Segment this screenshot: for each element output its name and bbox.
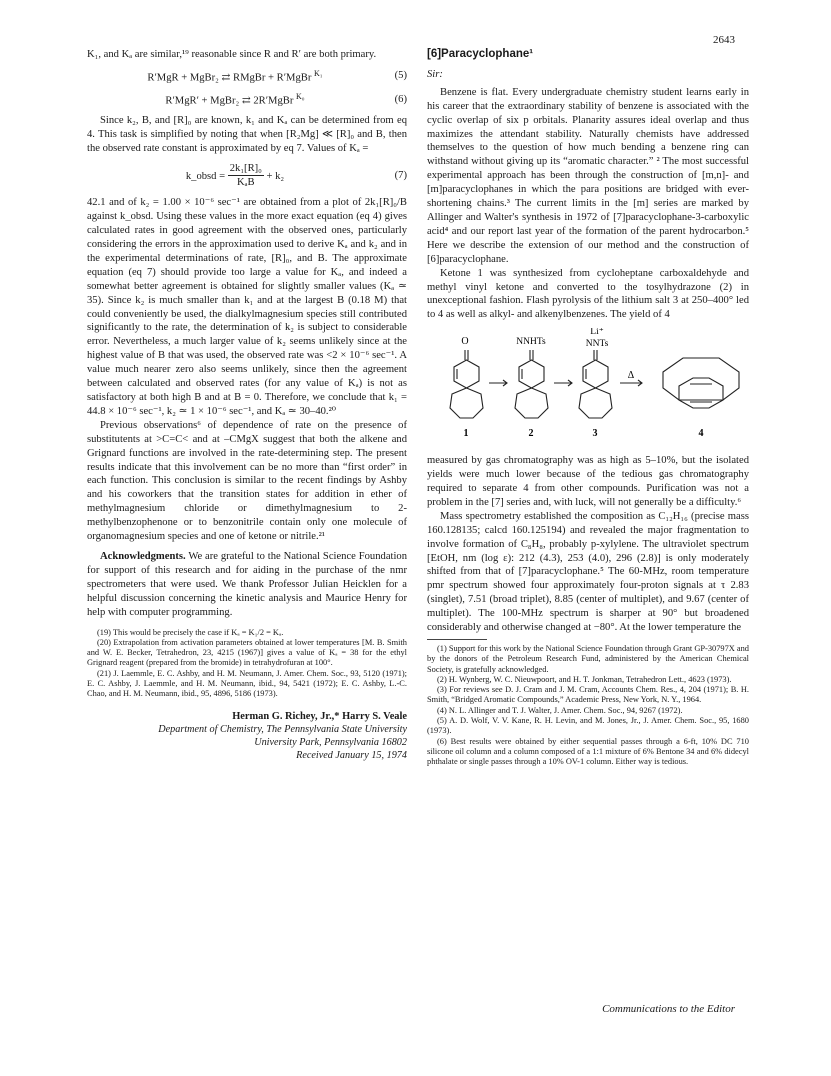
scheme-label-nnhts: NNHTs <box>516 337 546 348</box>
affiliation-line-2: University Park, Pennsylvania 16802 <box>254 737 407 749</box>
reaction-scheme <box>427 328 749 448</box>
footnote-5: (5) A. D. Wolf, V. V. Kane, R. H. Levin, and M. Jones, Jr., J. Amer. Chem. Soc., 95, 1680 (1973). <box>427 716 749 736</box>
equation-7-rhs: + k₂ <box>266 170 285 182</box>
left-paragraph-3: 42.1 and of k₂ = 1.00 × 10⁻⁶ sec⁻¹ are obtained from a plot of 2k₁[R]₀/B against k_obsd. Using these values in the more exact equation (eq 4) gives calculated rates in good agreement with the observed ones, particularly considering the errors in the approximation used to derive Kₐ and k₂ and in the experimental determinations of rate, [R]₀, and B. The approximate equation (eq 7) should provide too large a value for Kₐ, and indeed a somewhat better agreement is obtained for slightly smaller values (Kₐ ≃ 35). Since k₂ is much smaller than k₁ and at the largest B (0.18 M) that could conveniently be used, the dialkylmagnesium species still contributed significantly to the rate, the determination of k₂ is subject to considerable error. Nevertheless, a much larger value of k₂ seems unlikely since at the highest value of B that was used, the observed rate was <2 × 10⁻⁶ sec⁻¹. A value much nearer zero also seems unlikely, since then the agreement between calculated and observed rates (for any value of Kₐ) is not as satisfactory at both high B and at B = 0. Therefore, we conclude that k₁ = 44.8 × 10⁻⁶ sec⁻¹, k₂ ≃ 1 × 10⁻⁶ sec⁻¹, and Kₐ ≃ 30–40.²⁰ <box>87 197 407 417</box>
scheme-label-nnts: NNTs <box>585 339 609 350</box>
equation-7-denominator: KₐB <box>236 177 255 189</box>
journal-section-footer: Communications to the Editor <box>602 1003 735 1015</box>
equation-6-body: R′MgR′ + MgBr₂ ⇄ 2R′MgBr <box>165 95 294 107</box>
equation-5 <box>87 67 407 85</box>
footnote-21: (21) J. Laemmle, E. C. Ashby, and H. M. Neumann, J. Amer. Chem. Soc., 93, 5120 (1971); E. C. Ashby, J. Laemmle, and H. M. Neumann, ibid., 94, 5421 (1972); E. C. Ashby, L.-C. Chao, and H. M. Neumann, ibid., 95, 4896, 5186 (1973). <box>87 668 407 699</box>
scheme-label-heat: Δ <box>627 370 635 382</box>
left-footnotes <box>87 628 407 700</box>
acknowledgments-heading: Acknowledgments. <box>100 550 186 562</box>
compound-3-structure <box>579 350 612 418</box>
left-paragraph-4: Previous observations⁶ of dependence of rate on the presence of substitutents at >C=C< and at –CMgX suggest that both the alkene and Grignard functions are involved in the rate-determining step. The present results indicate that this involvement can be no more than “first order” in each function. This conclusion is similar to the recent findings by Ashby and his coworkers that the transition states for addition in ether of methylmagnesium chloride or dimethylmagnesium to 2-methylbenzophenone or to benzonitrile contain only one molecule of organomagnesium species and one of ketone or nitrile.²¹ <box>87 419 407 543</box>
right-column <box>427 48 749 768</box>
page-number: 2643 <box>713 34 735 46</box>
compound-number-1: 1 <box>463 428 469 440</box>
equation-5-body: R′MgR + MgBr₂ ⇄ RMgBr + R′MgBr <box>147 72 312 84</box>
equation-5-constant: K₁ <box>314 68 323 78</box>
equation-5-number: (5) <box>394 70 407 82</box>
compound-1-structure <box>450 350 483 418</box>
footnote-20: (20) Extrapolation from activation parameters obtained at lower temperatures [M. B. Smith and W. E. Becker, Tetrahedron, 23, 4215 (1967)] gives a value of Kₐ = 38 for the ethyl Grignard reagent (prepared from the bromide) in tetrahydrofuran at 100°. <box>87 637 407 668</box>
right-paragraph-1: Benzene is flat. Every undergraduate chemistry student learns early in his career that the extraordinary stability of benzene is associated with the cyclic overlap of six p orbitals. Planarity assures ideal overlap and thus maximizes the attendant stability. Naturally chemists have addressed themselves to the question of how much bending a benzene ring can withstand without giving up its “aromatic character.” ² The most successful experimental approach has been through the construction of [m,n]- and [m]paracyclophanes in which the para positions are bridged with ever-shortening chains.³ The current limits in the [m] series are marked by Allinger and Walter's synthesis in 1972 of [7]paracyclophane-3-carboxylic acid⁴ and our report last year of the formation of the parent hydrocarbon.⁵ Here we describe the extension of our method and the construction of [6]paracyclophane. <box>427 86 749 265</box>
scheme-label-lithium: Li⁺ <box>590 328 604 338</box>
equation-7 <box>87 162 407 191</box>
right-paragraph-4: Mass spectrometry established the composition as C₁₂H₁₆ (precise mass 160.128135; calcd 160.125194) and revealed the major fragmentation to involve formation of C₈H₈, probably p-xylylene. The ultraviolet spectrum [EtOH, nm (log ε): 212 (4.3), 253 (4.0), 296 (2.8)] is only moderately shifted from that of [7]paracyclophane.⁵ The 60-MHz, room temperature pmr spectrum showed four approximately four-proton signals at τ 2.83 (singlet), 7.51 (broad triplet), 8.85 (center of multiplet), and 9.67 (center of multiplet). The 100-MHz spectrum is sharper at 90° but broadened considerably and otherwise changed at −80°. At the lower temperature the <box>427 510 749 634</box>
equation-6-number: (6) <box>394 93 407 105</box>
acknowledgments-body: We are grateful to the National Science Foundation for support of this research and for aiding in the purchase of the nmr spectrometers that were used. We thank Professor Julian Heicklen for a helpful discussion concerning the kinetic analysis and Maurice Henry for help with computer programming. <box>87 550 407 618</box>
compound-2-structure <box>515 350 548 418</box>
right-paragraph-3: measured by gas chromatography was as high as 5–10%, but the isolated yields were much lower because of the tedious gas chromatography required to separate 4 from other compounds. Purification was not a problem in the [7] series and, with luck, will not generally be a difficulty.⁶ <box>427 455 749 508</box>
footnote-6: (6) Best results were obtained by either sequential passes through a 6-ft, 10% DC 710 silicone oil column and a column composed of a 1:1 mixture of 6% Bentone 34 and 6% didecyl phthalate or single passes through a 10% OV-1 column. Either way is tedious. <box>427 736 749 767</box>
footnote-1: (1) Support for this work by the National Science Foundation through Grant GP-30797X and by the donors of the Petroleum Research Fund, administered by the American Chemical Society, is gratefully acknowledged. <box>427 644 749 674</box>
compound-number-2: 2 <box>528 428 534 440</box>
article-title: [6]Paracyclophane¹ <box>427 48 534 60</box>
right-footnotes <box>427 644 749 768</box>
equation-7-lhs: k_obsd = <box>185 170 226 182</box>
compound-number-4: 4 <box>698 428 704 440</box>
equation-7-fraction <box>228 162 264 191</box>
footnote-2: (2) H. Wynberg, W. C. Nieuwpoort, and H. T. Jonkman, Tetrahedron Lett., 4623 (1973). <box>437 674 732 684</box>
footnote-3: (3) For reviews see D. J. Cram and J. M. Cram, Accounts Chem. Res., 4, 204 (1971); B. H. Smith, “Bridged Aromatic Compounds,” Academic Press, New York, N. Y., 1964. <box>427 685 749 705</box>
equation-7-numerator: 2k₁[R]₀ <box>228 162 264 177</box>
left-column <box>87 48 407 762</box>
acknowledgments <box>87 550 407 620</box>
authors: Herman G. Richey, Jr.,* Harry S. Veale <box>232 710 407 722</box>
reaction-scheme-drawing <box>427 328 749 448</box>
left-paragraph-2: Since k₂, B, and [R]₀ are known, k₁ and Kₐ can be determined from eq 4. This task is simplified by noting that when [R₂Mg] ≪ [R]₀ and B, then the observed rate constant is approximated by eq 7. Values of Kₐ = <box>87 114 407 154</box>
equation-7-number: (7) <box>394 169 407 181</box>
right-paragraph-2: Ketone 1 was synthesized from cycloheptane carboxaldehyde and methyl vinyl ketone and converted to the tosylhydrazone (2) in unexceptional fashion. Flash pyrolysis of the lithium salt 3 at 250–400° led to 4 as well as alkyl- and alkenylbenzenes. The yield of 4 <box>427 267 749 321</box>
affiliation-line-1: Department of Chemistry, The Pennsylvania State University <box>158 724 407 736</box>
equation-6 <box>87 90 407 108</box>
left-paragraph-1: K₁, and Kₐ are similar,¹⁹ reasonable since R and R′ are both primary. <box>87 49 377 60</box>
footnote-19: (19) This would be precisely the case if Kₐ = K₁/2 = Kₐ. <box>97 627 284 637</box>
scheme-label-oxygen: O <box>461 336 469 348</box>
received-date: Received January 15, 1974 <box>296 750 407 762</box>
footnote-rule <box>427 639 487 640</box>
compound-4-structure <box>663 358 739 408</box>
compound-number-3: 3 <box>592 428 598 440</box>
salutation: Sir: <box>427 68 443 80</box>
equation-6-constant: K₀ <box>296 92 305 102</box>
footnote-4: (4) N. L. Allinger and T. J. Walter, J. Amer. Chem. Soc., 94, 9267 (1972). <box>437 705 683 715</box>
